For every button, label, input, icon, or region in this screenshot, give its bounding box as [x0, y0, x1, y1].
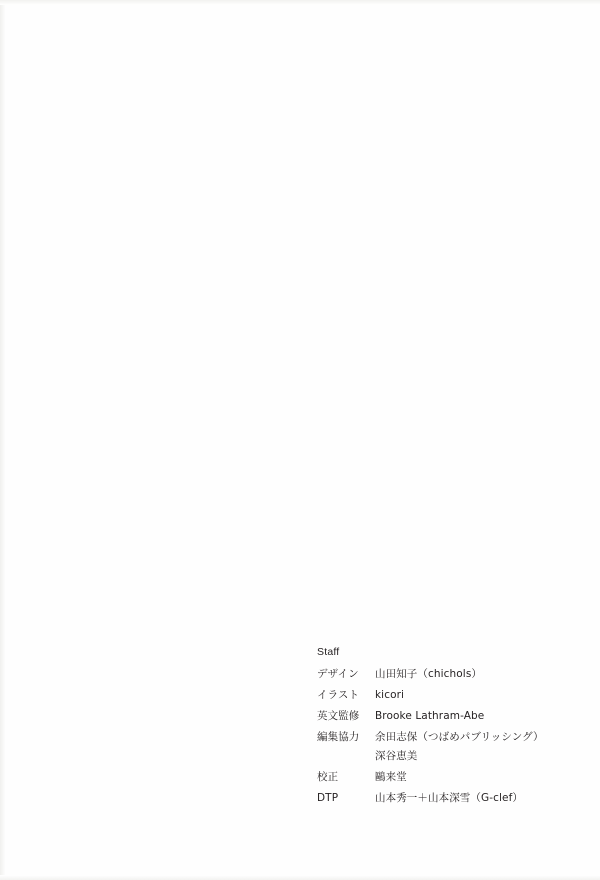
page-edge-top	[0, 0, 600, 5]
staff-role-value: 山田知子（chichols）	[375, 668, 482, 680]
staff-role-value-secondary: 深谷恵美	[375, 750, 418, 762]
staff-role-value: kicori	[375, 689, 405, 701]
staff-row	[317, 791, 582, 806]
staff-role-label: 編集協力	[317, 731, 360, 743]
staff-heading: Staff	[317, 646, 340, 658]
staff-row	[317, 709, 582, 724]
staff-row	[317, 688, 582, 703]
staff-row	[317, 667, 582, 682]
staff-role-label: デザイン	[317, 668, 359, 680]
staff-role-label: 校正	[317, 771, 339, 783]
page-edge-bottom	[0, 875, 600, 880]
staff-role-label: 英文監修	[317, 710, 360, 722]
staff-role-value: 余田志保（つばめパブリッシング）	[375, 731, 544, 743]
staff-role-value: 鷗来堂	[375, 771, 407, 783]
staff-role-value: 山本秀一＋山本深雪（G-clef）	[375, 792, 523, 804]
staff-row	[317, 730, 582, 745]
page-edge-left	[0, 0, 6, 880]
staff-row	[317, 770, 582, 785]
staff-role-value: Brooke Lathram-Abe	[375, 710, 485, 722]
staff-credits-block	[317, 646, 582, 812]
staff-role-label: DTP	[317, 792, 339, 804]
staff-role-label: イラスト	[317, 689, 360, 701]
